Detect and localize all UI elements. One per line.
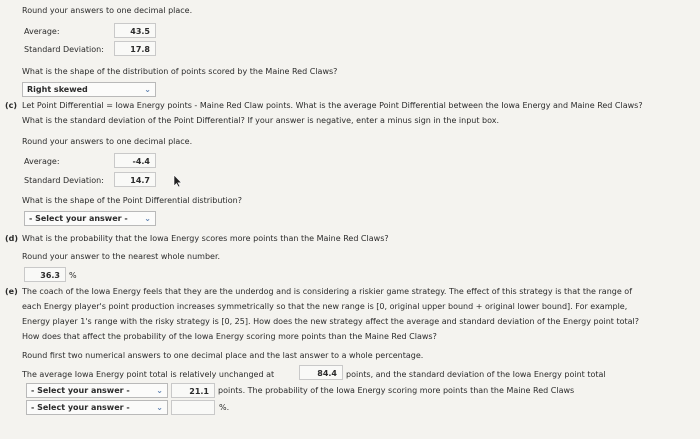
part-d-probability-input[interactable]: 36.3 xyxy=(24,267,66,282)
shape-select-value: Right skewed xyxy=(27,85,88,94)
part-c-line2: What is the standard deviation of the Point Differential? If your answer is negative, enter a minus sign in the input box. xyxy=(22,116,500,125)
part-e-probability-unit: %. xyxy=(219,403,230,412)
round-instruction: Round your answers to one decimal place. xyxy=(22,6,193,15)
part-e-letter: (e) xyxy=(5,287,18,296)
part-e-line2: each Energy player's point production increases symmetrically so that the new range is [0, original upper bound + original lower bound]. For example, xyxy=(22,302,628,311)
chevron-down-icon: ⌄ xyxy=(156,403,163,412)
part-d-letter: (d) xyxy=(5,234,19,243)
part-c-sd-input[interactable]: 14.7 xyxy=(114,172,156,187)
part-c-shape-select-value: - Select your answer - xyxy=(29,214,128,223)
part-e-sd-input[interactable]: 21.1 xyxy=(171,383,215,398)
part-c-letter: (c) xyxy=(5,101,18,110)
part-e-select2-value: - Select your answer - xyxy=(31,403,130,412)
chevron-down-icon: ⌄ xyxy=(144,214,151,223)
part-e-instruction: Round first two numerical answers to one decimal place and the last answer to a whole percentage. xyxy=(22,351,424,360)
part-e-average-input[interactable]: 84.4 xyxy=(299,365,343,380)
part-e-sentence-b: points, and the standard deviation of the Iowa Energy point total xyxy=(346,370,606,379)
part-e-line4: How does that affect the probability of the Iowa Energy scoring more points than the Maine Red Claws? xyxy=(22,332,437,341)
part-e-probability-input[interactable] xyxy=(171,400,215,415)
part-c-shape-question: What is the shape of the Point Differential distribution? xyxy=(22,196,242,205)
part-e-probability-direction-select[interactable] xyxy=(26,400,168,415)
chevron-down-icon: ⌄ xyxy=(144,85,151,94)
mouse-cursor-icon xyxy=(173,174,183,188)
part-e-line1: The coach of the Iowa Energy feels that they are the underdog and is considering a riskier game strategy. The effect of this strategy is that the range of xyxy=(22,287,633,296)
part-e-line3: Energy player 1's range with the risky strategy is [0, 25]. How does the new strategy affect the average and standard deviation of the Energy point total? xyxy=(22,317,640,326)
part-d-question: What is the probability that the Iowa Energy scores more points than the Maine Red Claws? xyxy=(22,234,389,243)
shape-question: What is the shape of the distribution of points scored by the Maine Red Claws? xyxy=(22,67,338,76)
average-input[interactable]: 43.5 xyxy=(114,23,156,38)
part-e-sd-direction-select[interactable] xyxy=(26,383,168,398)
sd-input[interactable]: 17.8 xyxy=(114,41,156,56)
chevron-down-icon: ⌄ xyxy=(156,386,163,395)
shape-select[interactable] xyxy=(22,82,156,97)
part-c-average-label: Average: xyxy=(24,157,60,166)
part-c-average-input[interactable]: -4.4 xyxy=(114,153,156,168)
part-c-line1: Let Point Differential = Iowa Energy points - Maine Red Claw points. What is the average Point Differential between the Iowa Energy and Maine Red Claws? xyxy=(22,101,643,110)
part-e-sentence-c: points. The probability of the Iowa Energy scoring more points than the Maine Red Claws xyxy=(218,386,575,395)
part-d-percent-unit: % xyxy=(69,271,77,280)
part-c-shape-select[interactable] xyxy=(24,211,156,226)
part-c-instruction: Round your answers to one decimal place. xyxy=(22,137,193,146)
part-e-sentence-a: The average Iowa Energy point total is relatively unchanged at xyxy=(22,370,275,379)
part-c-sd-label: Standard Deviation: xyxy=(24,176,104,185)
sd-label: Standard Deviation: xyxy=(24,45,104,54)
average-label: Average: xyxy=(24,27,60,36)
part-e-select1-value: - Select your answer - xyxy=(31,386,130,395)
part-d-instruction: Round your answer to the nearest whole number. xyxy=(22,252,221,261)
